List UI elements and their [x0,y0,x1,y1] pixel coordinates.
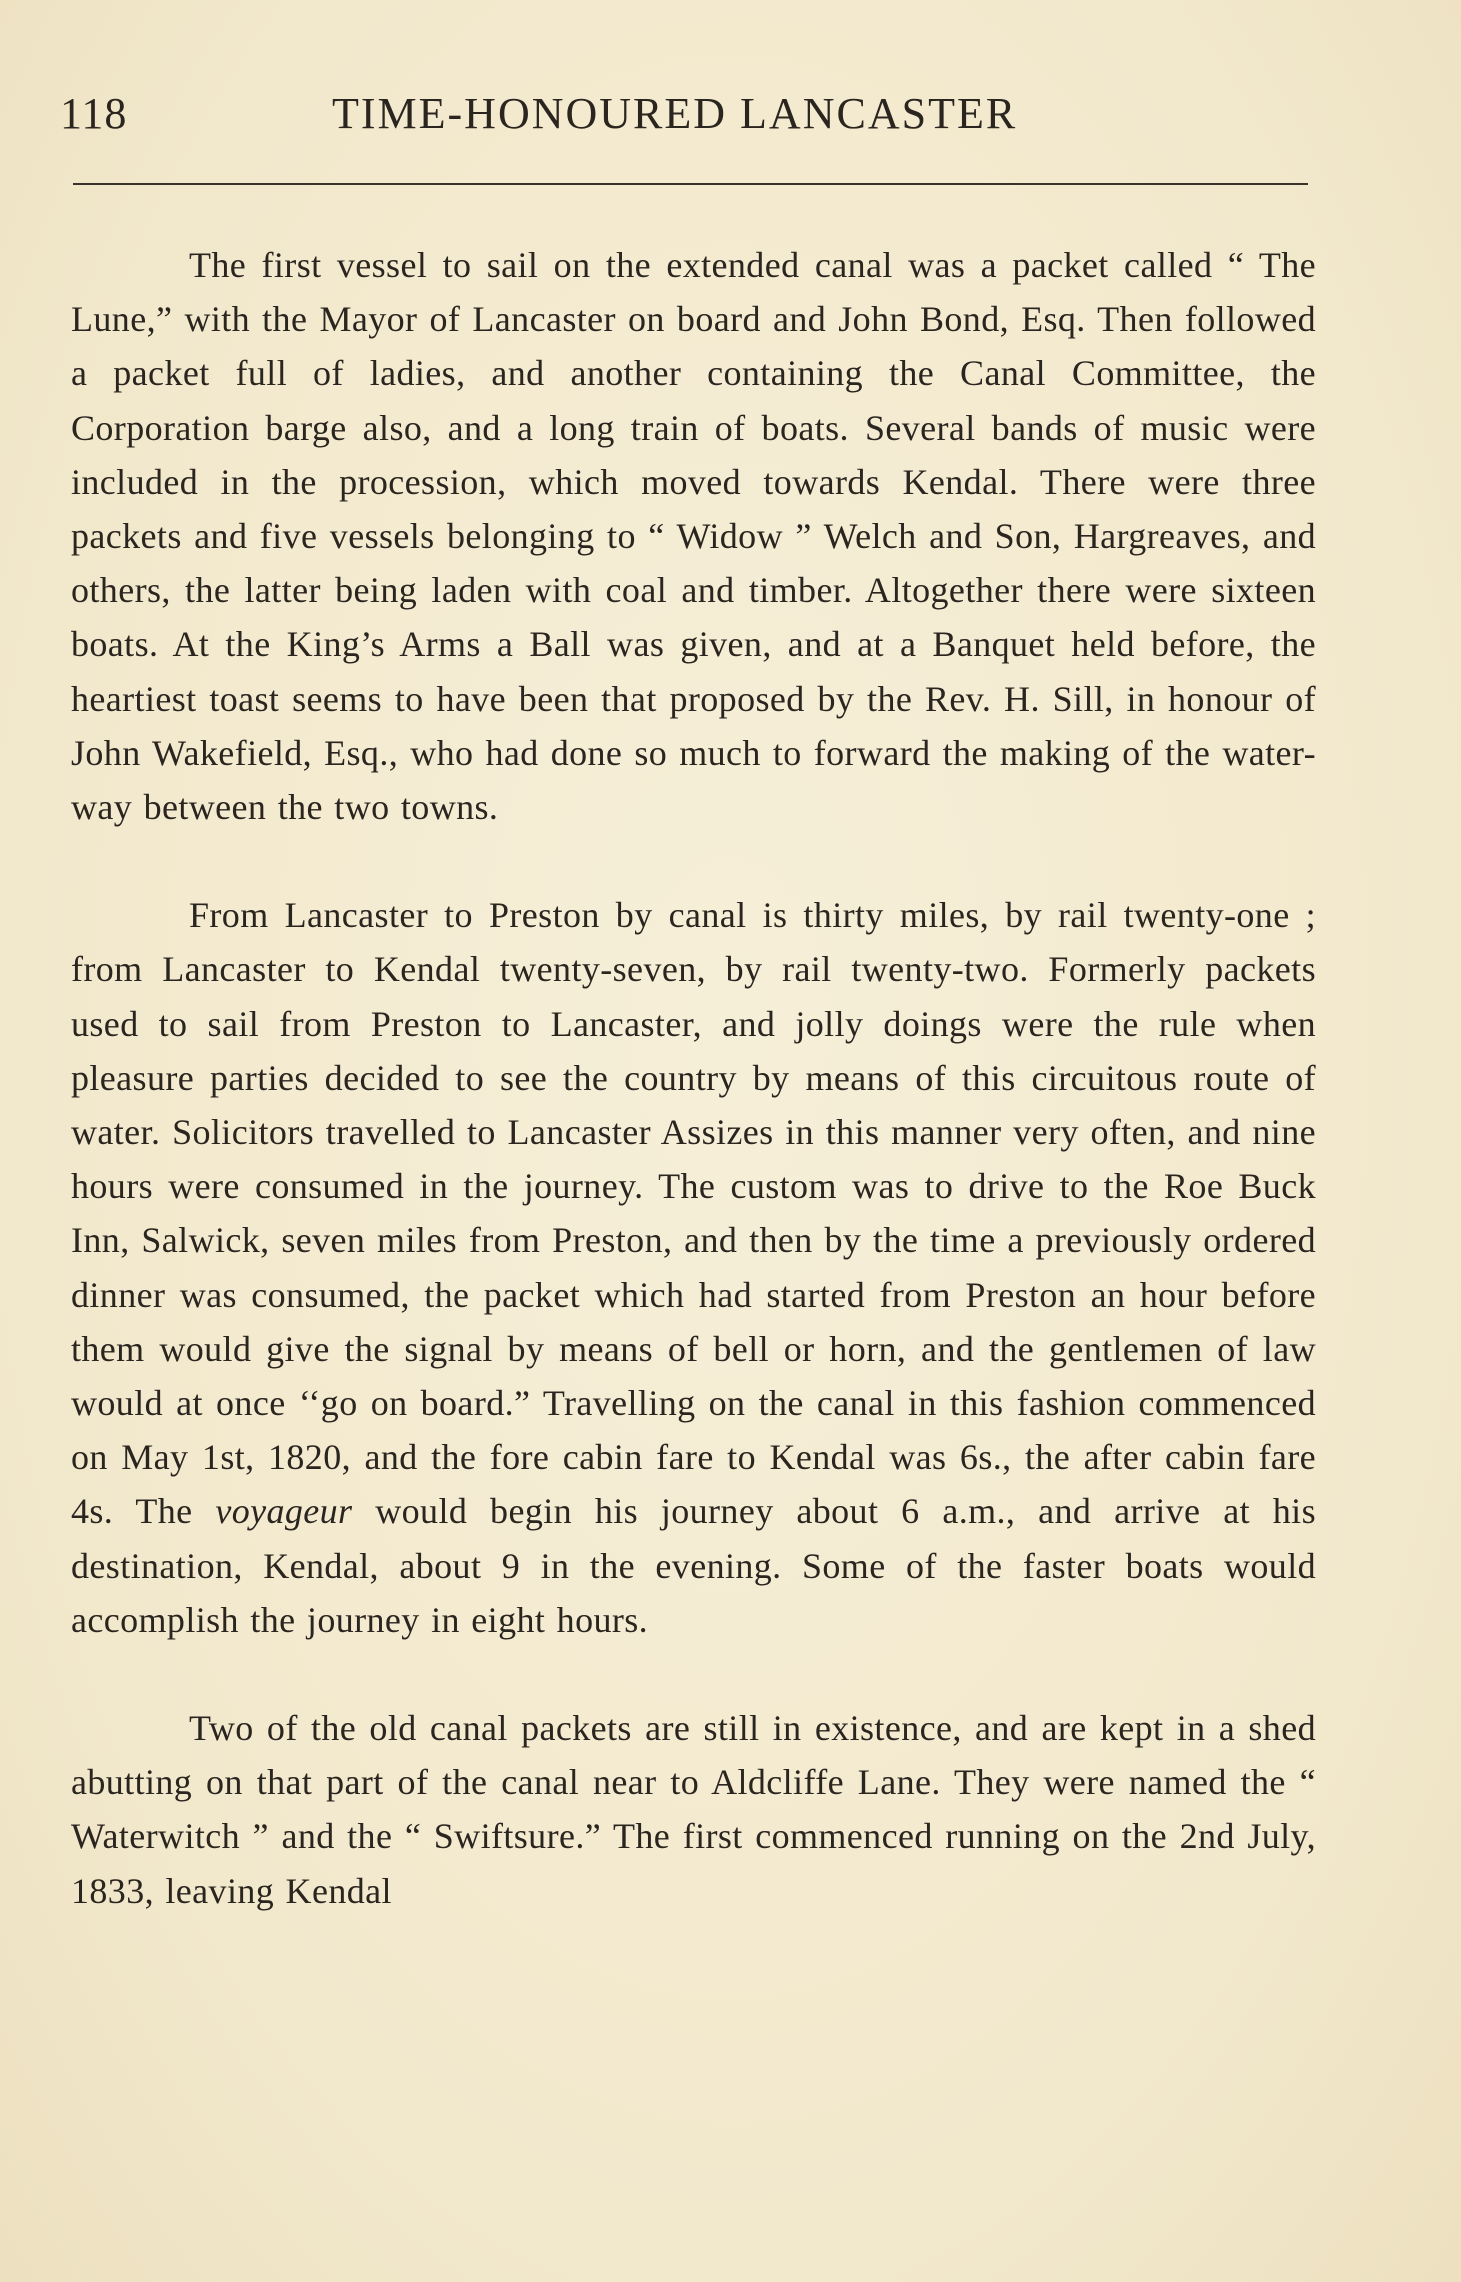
paragraph-lancaster-to-preston [71,888,1316,1647]
italic-word-voyageur: voyageur [215,1491,353,1532]
page-number: 118 [60,89,128,138]
body-text [71,238,1316,1918]
paragraph-text-before-italic: From Lancaster to Preston by canal is thirty miles, by rail twenty-one ; from Lancaster to Kendal twenty-seven, by rail twenty-two. Formerly packets used to sail from Preston to Lancaster, and jolly doings were the rule when pleasure parties decided to see the country by means of this circuitous route of water. Solicitors travelled to Lancaster Assizes in this manner very often, and nine hours were consumed in the journey. The custom was to drive to the Roe Buck Inn, Salwick, seven miles from Preston, and then by the time a previously ordered dinner was consumed, the packet which had started from Preston an hour before them would give the signal by means of bell or horn, and the gentlemen of law would at once ‘‘go on board.” Travelling on the canal in this fashion commenced on May 1st, 1820, and the fore cabin fare to Kendal was 6s., the after cabin fare 4s. The [71,895,1316,1532]
page-header [60,88,1310,148]
header-rule [73,183,1308,185]
paragraph-first-vessel: The first vessel to sail on the extended canal was a packet called “ The Lune,” with the Mayor of Lancaster on board and John Bond, Esq. Then followed a packet full of ladies, and another containing the Canal Committee, the Corporation barge also, and a long train of boats. Several bands of music were included in the procession, which moved towards Kendal. There were three packets and five vessels belonging to “ Widow ” Welch and Son, Hargreaves, and others, the latter being laden with coal and timber. Altogether there were sixteen boats. At the King’s Arms a Ball was given, and at a Banquet held before, the heartiest toast seems to have been that proposed by the Rev. H. Sill, in honour of John Wakefield, Esq., who had done so much to forward the making of the water-way between the two towns. [71,245,1316,828]
paragraph-text-after-italic: would begin his journey about 6 a.m., and arrive at his destination, Kendal, about 9 in the evening. Some of the faster boats would accomplish the journey in eight hours. [71,1491,1316,1640]
running-title: TIME-HONOURED LANCASTER [332,89,1018,138]
paragraph-old-canal-packets: Two of the old canal packets are still in existence, and are kept in a shed abutting on that part of the canal near to Aldcliffe Lane. They were named the “ Waterwitch ” and the “ Swiftsure.” The first commenced running on the 2nd July, 1833, leaving Kendal [71,1708,1316,1911]
